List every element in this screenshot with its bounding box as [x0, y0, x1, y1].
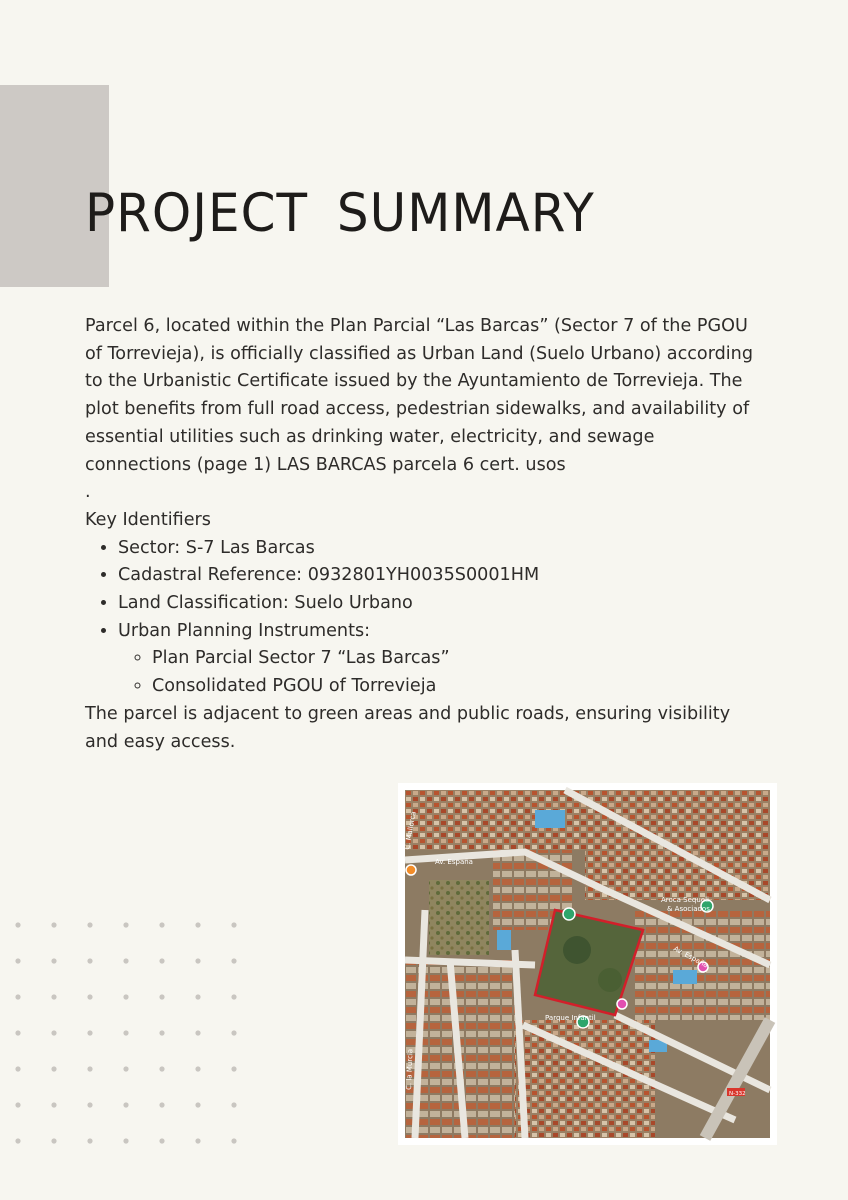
poi-green-marker	[563, 908, 575, 920]
decor-dot	[87, 922, 92, 927]
aerial-map-image	[405, 790, 770, 1138]
decor-dot	[15, 922, 20, 927]
decor-dot	[15, 1102, 20, 1107]
decor-dot	[231, 922, 236, 927]
map-label: C. la Murcia	[405, 1048, 415, 1091]
page-title: PROJECT SUMMARY	[85, 182, 595, 244]
map-label: & Asociados	[667, 905, 710, 913]
decor-dot	[231, 958, 236, 963]
map-pool	[673, 970, 697, 984]
decor-dot	[51, 1138, 56, 1143]
decor-dot	[159, 958, 164, 963]
decor-dot	[15, 1066, 20, 1071]
decor-dot	[159, 1066, 164, 1071]
map-block	[515, 1020, 655, 1138]
decor-dot	[159, 994, 164, 999]
decor-dot	[51, 1102, 56, 1107]
decor-dot	[51, 994, 56, 999]
decor-dot	[195, 922, 200, 927]
decor-dot	[195, 1066, 200, 1071]
decor-dot	[231, 994, 236, 999]
map-tree	[598, 968, 622, 992]
decor-dot	[231, 1030, 236, 1035]
poi-pink-marker	[617, 999, 627, 1009]
decor-dot	[195, 958, 200, 963]
map-label: Av. España	[672, 944, 710, 970]
map-label: Av. España	[435, 858, 473, 866]
decor-dot	[15, 1138, 20, 1143]
planning-instrument-item: ◦ Consolidated PGOU of Torrevieja	[152, 673, 765, 701]
decor-dot	[87, 994, 92, 999]
decor-dot	[195, 1138, 200, 1143]
decor-dot	[123, 1066, 128, 1071]
decor-dot	[231, 1138, 236, 1143]
decor-dot	[159, 922, 164, 927]
decor-dot	[123, 1138, 128, 1143]
decor-dot	[87, 958, 92, 963]
decor-dot	[87, 1030, 92, 1035]
map-label: Aroca Sequeli	[661, 896, 709, 904]
decor-dot	[51, 1030, 56, 1035]
decor-dot	[231, 1066, 236, 1071]
intro-paragraph: Parcel 6, located within the Plan Parcial “Las Barcas” (Sector 7 of the PGOU of Torrevieja), is officially classified as Urban Land (Suelo Urbano) according to the Urbanistic Certificate issued by the Ayuntamiento de Torrevieja. The plot benefits from full road access, pedestrian sidewalks, and availability of essential utilities such as drinking water, electricity, and sewage connections (page 1) LAS BARCAS parcela 6 cert. usos	[85, 316, 753, 475]
aerial-map	[398, 783, 777, 1145]
decor-dot	[87, 1102, 92, 1107]
decor-dot	[15, 958, 20, 963]
map-pool	[535, 810, 565, 828]
separator: .	[85, 482, 91, 503]
identifier-planning-label: Urban Planning Instruments:	[118, 620, 371, 641]
summary-content	[85, 313, 765, 756]
decor-dot	[123, 958, 128, 963]
decor-dot	[159, 1102, 164, 1107]
decor-dot	[51, 922, 56, 927]
decor-dot	[15, 994, 20, 999]
decor-dot	[15, 1030, 20, 1035]
decor-dot	[159, 1030, 164, 1035]
key-identifiers-heading: Key Identifiers	[85, 509, 211, 530]
decor-dot	[87, 1066, 92, 1071]
dot-grid-decoration	[12, 919, 242, 1149]
identifier-land-classification: • Land Classification: Suelo Urbano	[118, 590, 765, 618]
identifier-sector: • Sector: S-7 Las Barcas	[118, 535, 765, 563]
decor-dot	[159, 1138, 164, 1143]
map-label: Parque Infantil	[545, 1014, 596, 1022]
decor-dot	[195, 994, 200, 999]
decor-dot	[51, 958, 56, 963]
map-vacant-lot	[429, 880, 489, 955]
identifiers-list	[85, 535, 765, 701]
road-badge-label: N-332	[729, 1091, 746, 1097]
identifier-planning-instruments	[118, 618, 765, 701]
decor-dot	[87, 1138, 92, 1143]
closing-paragraph: The parcel is adjacent to green areas and public roads, ensuring visibility and easy access.	[85, 703, 731, 752]
decor-dot	[51, 1066, 56, 1071]
decor-dot	[123, 922, 128, 927]
decor-dot	[123, 994, 128, 999]
decor-dot	[123, 1030, 128, 1035]
planning-instrument-item: ◦ Plan Parcial Sector 7 “Las Barcas”	[152, 645, 765, 673]
poi-orange-marker	[406, 865, 416, 875]
map-tree	[563, 936, 591, 964]
decor-dot	[231, 1102, 236, 1107]
identifier-cadastral: • Cadastral Reference: 0932801YH0035S0001HM	[118, 562, 765, 590]
decor-dot	[123, 1102, 128, 1107]
map-label: C. Mallorca	[403, 810, 418, 851]
map-pool	[497, 930, 511, 950]
decor-dot	[195, 1102, 200, 1107]
planning-instruments-list	[118, 645, 765, 700]
decor-dot	[195, 1030, 200, 1035]
